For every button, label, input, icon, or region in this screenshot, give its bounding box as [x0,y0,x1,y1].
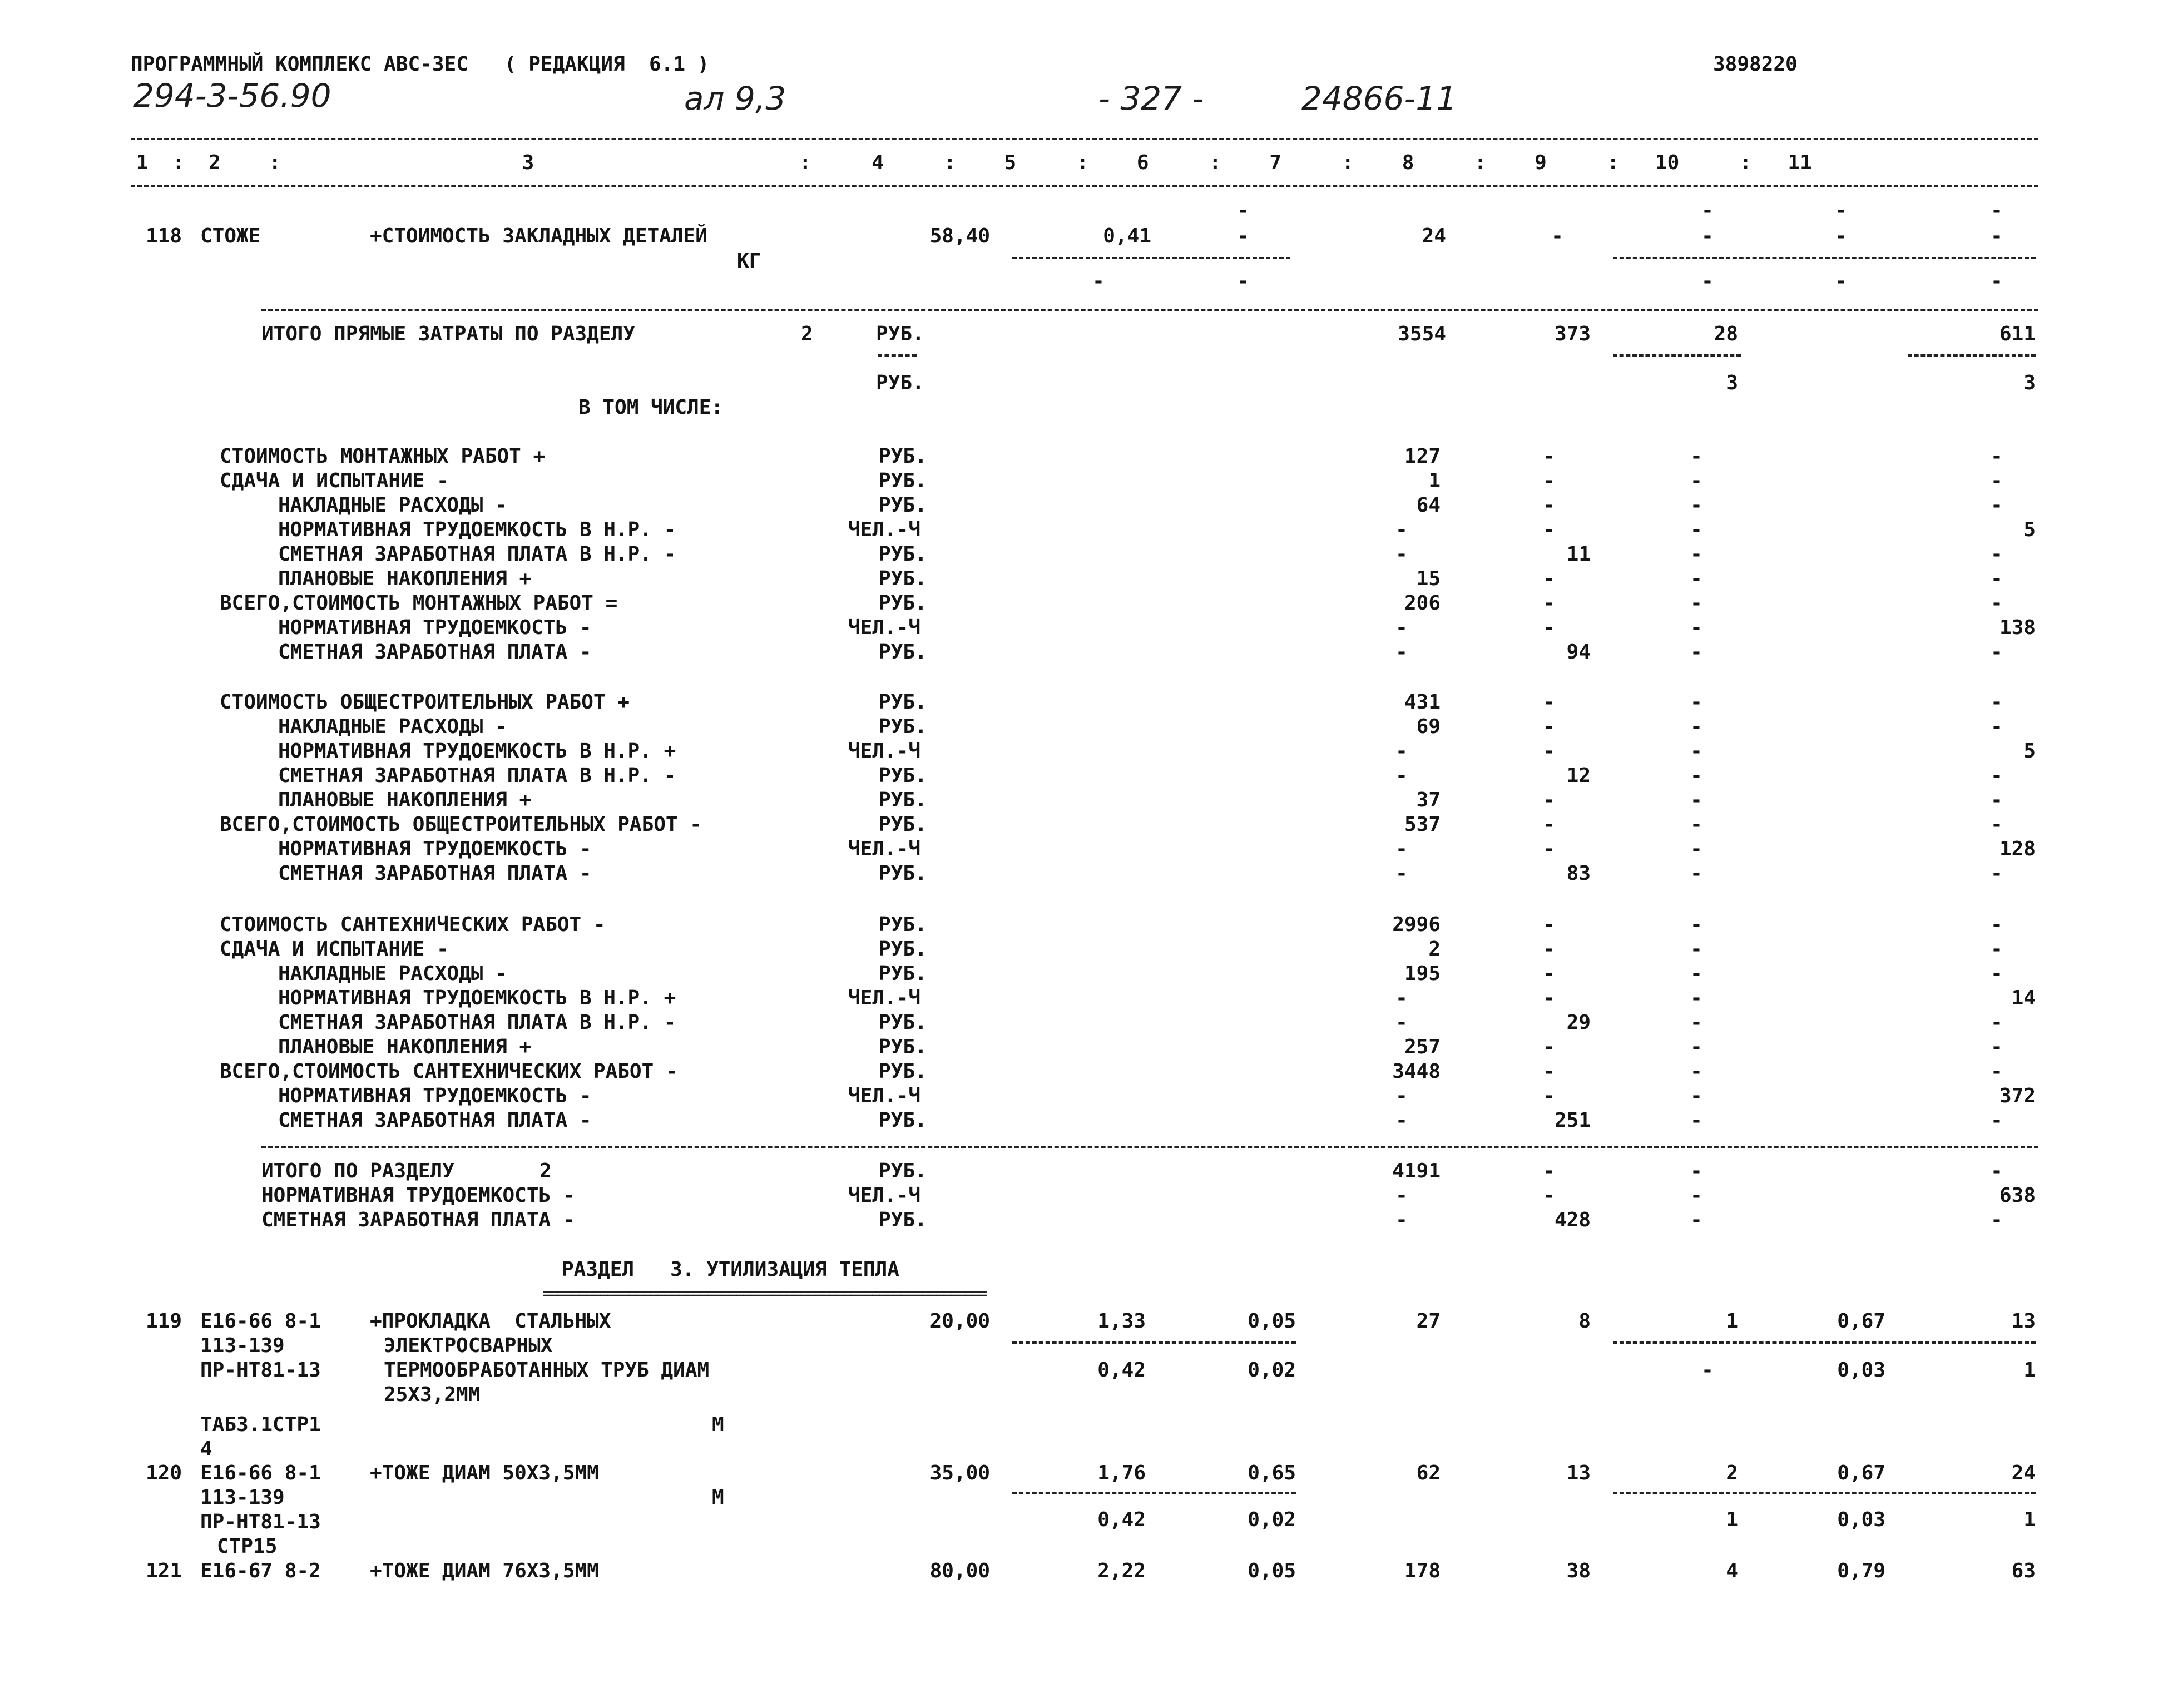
lbl-mount-labor-norm: НОРМАТИВНАЯ ТРУДОЕМКОСТЬ В Н.Р. - [278,518,676,541]
dash: - [1543,1085,1555,1107]
item-119-code5: 4 [200,1438,212,1461]
dash: - [1991,913,2003,936]
dash: - [1543,1060,1555,1083]
dash: - [1690,518,1702,541]
dash: - [1395,1085,1408,1107]
dash: - [1092,270,1105,293]
dash: - [1237,270,1249,293]
val: 11 [1566,543,1591,566]
dash: - [1690,789,1702,811]
unit: РУБ. [879,543,927,566]
dash: - [1395,641,1408,664]
val: 35,00 [929,1462,990,1484]
item-119-unit: М [712,1413,724,1436]
val: 2 [1726,1462,1738,1484]
val: 3448 [1392,1060,1441,1083]
val: 13 [2011,1310,2036,1333]
val: 257 [1404,1036,1441,1058]
val: 537 [1404,813,1441,836]
lbl-plumb-labor-norm: НОРМАТИВНАЯ ТРУДОЕМКОСТЬ В Н.Р. + [278,987,676,1009]
dash: - [1395,1109,1408,1132]
val: 178 [1404,1560,1441,1582]
unit: РУБ. [879,715,927,738]
dash: - [1543,567,1555,590]
dash: - [1395,1184,1408,1207]
dash: - [1690,740,1702,763]
item-119-code: Е16-66 8-1 [200,1310,321,1333]
unit: ЧЕЛ.-Ч [848,987,921,1009]
unit: РУБ. [879,764,927,787]
dash: - [1690,494,1702,517]
dash: - [1991,543,2003,566]
dash: - [1991,813,2003,836]
dash: - [1543,518,1555,541]
dash: - [1543,789,1555,811]
lbl-mount-handover: СДАЧА И ИСПЫТАНИЕ - [220,469,449,492]
val: 127 [1404,445,1441,468]
rule-top [131,138,2038,140]
item-120-code4: СТР15 [217,1535,278,1558]
direct-costs-col11-2: 3 [2023,372,2036,394]
split-rule [1613,354,1741,357]
dash: - [1690,469,1702,492]
unit: РУБ. [879,1160,927,1182]
val: 2 [1428,938,1441,961]
dash: - [1690,987,1702,1009]
dash: - [1543,469,1555,492]
dash: - [1690,813,1702,836]
item-118-unit: КГ [737,250,761,273]
dash: - [1690,838,1702,860]
dash: - [1690,1036,1702,1058]
dash: - [1991,1011,2003,1034]
lbl-mount-wage-norm: СМЕТНАЯ ЗАРАБОТНАЯ ПЛАТА В Н.Р. - [278,543,676,566]
split-rule [878,354,917,357]
dash: - [1991,1036,2003,1058]
dash: - [1835,199,1847,222]
val: 2996 [1392,913,1441,936]
split-rule [1613,1341,2036,1344]
dash: - [1690,641,1702,664]
lbl-plumb-cost: СТОИМОСТЬ САНТЕХНИЧЕСКИХ РАБОТ - [220,913,606,936]
lbl-general-cost: СТОИМОСТЬ ОБЩЕСТРОИТЕЛЬНЫХ РАБОТ + [220,691,630,714]
item-120-no: 120 [146,1462,182,1484]
split-rule [1613,1492,2036,1494]
direct-costs-col8: 373 [1554,323,1591,345]
split-rule [1012,257,1290,259]
rule-section-end [261,1146,2038,1148]
handwritten-series: 294-3-56.90 [133,77,331,115]
unit: РУБ. [879,913,927,936]
page-number: - 327 - [1098,80,1204,117]
val: 5 [2023,518,2036,541]
dash: - [1690,764,1702,787]
unit: РУБ. [879,813,927,836]
section-3-heading: РАЗДЕЛ 3. УТИЛИЗАЦИЯ ТЕПЛА [562,1258,899,1281]
dash: - [1543,938,1555,961]
dash: - [1690,1209,1702,1231]
dash: - [1991,1109,2003,1132]
dash: - [1395,1209,1408,1231]
item-118-col7: 24 [1422,225,1446,247]
lbl-plumb-wage: СМЕТНАЯ ЗАРАБОТНАЯ ПЛАТА - [278,1109,592,1132]
document-code: 3898220 [1713,53,1798,76]
dash: - [1543,962,1555,985]
dash: - [1991,469,2003,492]
dash: - [1991,764,2003,787]
program-header: ПРОГРАММНЫЙ КОМПЛЕКС АВС-3ЕС ( РЕДАКЦИЯ 6.1 ) [131,53,710,76]
unit: ЧЕЛ.-Ч [848,838,921,860]
lbl-general-wage-norm: СМЕТНАЯ ЗАРАБОТНАЯ ПЛАТА В Н.Р. - [278,764,676,787]
dash: - [1701,199,1714,222]
dash: - [1690,1011,1702,1034]
val: 1,76 [1097,1462,1146,1484]
lbl-plumb-total: ВСЕГО,СТОИМОСТЬ САНТЕХНИЧЕСКИХ РАБОТ - [220,1060,678,1083]
val: 1,33 [1097,1310,1146,1333]
direct-costs-col7: 3554 [1398,323,1446,345]
unit: РУБ. [879,1011,927,1034]
dash: - [1991,715,2003,738]
val: 128 [1999,838,2036,860]
val: 206 [1404,592,1441,615]
dash: - [1991,962,2003,985]
val: 0,42 [1097,1508,1146,1531]
val: 13 [1566,1462,1591,1484]
dash: - [1991,270,2003,293]
unit: РУБ. [879,469,927,492]
handwritten-album: ал 9,3 [684,80,786,117]
unit: РУБ. [879,962,927,985]
unit: ЧЕЛ.-Ч [848,518,921,541]
val: 29 [1566,1011,1591,1034]
dash: - [1543,913,1555,936]
item-119-name3: ТЕРМООБРАБОТАННЫХ ТРУБ ДИАМ [384,1359,710,1382]
direct-costs-unit-2: РУБ. [876,372,924,394]
dash: - [1395,838,1408,860]
dash: - [1690,445,1702,468]
dash: - [1991,494,2003,517]
section-3-underline: ============================================================== [542,1284,986,1303]
dash: - [1690,691,1702,714]
dash: - [1395,543,1408,566]
lbl-mount-cost: СТОИМОСТЬ МОНТАЖНЫХ РАБОТ + [220,445,546,468]
split-rule [1613,257,2036,259]
val: 0,67 [1837,1310,1885,1333]
val: 251 [1554,1109,1591,1132]
val: 15 [1416,567,1441,590]
rule-header-bottom [131,185,2038,187]
dash: - [1543,1036,1555,1058]
lbl-general-labor: НОРМАТИВНАЯ ТРУДОЕМКОСТЬ - [278,838,592,860]
dash: - [1543,592,1555,615]
val: 0,02 [1248,1359,1296,1382]
val: 1 [2023,1508,2036,1531]
dash: - [1991,445,2003,468]
val: 14 [2011,987,2036,1009]
section-total-labor: НОРМАТИВНАЯ ТРУДОЕМКОСТЬ - [261,1184,575,1207]
dash: - [1543,1184,1555,1207]
item-118-code: СТОЖЕ [200,225,261,247]
val: 4 [1726,1560,1738,1582]
val: 38 [1566,1560,1591,1582]
unit: РУБ. [879,1209,927,1231]
lbl-general-planned: ПЛАНОВЫЕ НАКОПЛЕНИЯ + [278,789,532,811]
val: 62 [1416,1462,1441,1484]
dash: - [1690,616,1702,639]
dash: - [1395,987,1408,1009]
dash: - [1991,592,2003,615]
val: 138 [1999,616,2036,639]
dash: - [1991,1209,2003,1231]
dash: - [1395,862,1408,885]
dash: - [1237,199,1249,222]
handwritten-doc-number: 24866-11 [1301,80,1457,117]
dash: - [1701,225,1714,247]
item-120-unit: М [712,1486,724,1509]
lbl-mount-total: ВСЕГО,СТОИМОСТЬ МОНТАЖНЫХ РАБОТ = [220,592,618,615]
unit: РУБ. [879,862,927,885]
unit: РУБ. [879,567,927,590]
val: 20,00 [929,1310,990,1333]
dash: - [1991,691,2003,714]
lbl-plumb-wage-norm: СМЕТНАЯ ЗАРАБОТНАЯ ПЛАТА В Н.Р. - [278,1011,676,1034]
dash: - [1690,1085,1702,1107]
val: 195 [1404,962,1441,985]
dash: - [1690,567,1702,590]
lbl-plumb-labor: НОРМАТИВНАЯ ТРУДОЕМКОСТЬ - [278,1085,592,1107]
dash: - [1991,199,2003,222]
item-119-code2: 113-139 [200,1334,285,1357]
lbl-general-labor-norm: НОРМАТИВНАЯ ТРУДОЕМКОСТЬ В Н.Р. + [278,740,676,763]
val: 0,03 [1837,1359,1885,1382]
lbl-general-total: ВСЕГО,СТОИМОСТЬ ОБЩЕСТРОИТЕЛЬНЫХ РАБОТ - [220,813,702,836]
unit: РУБ. [879,494,927,517]
lbl-general-wage: СМЕТНАЯ ЗАРАБОТНАЯ ПЛАТА - [278,862,592,885]
item-119-code3: ПР-НТ81-13 [200,1359,321,1382]
dash: - [1690,1060,1702,1083]
lbl-mount-labor: НОРМАТИВНАЯ ТРУДОЕМКОСТЬ - [278,616,592,639]
unit: РУБ. [879,691,927,714]
dash: - [1237,225,1249,247]
dash: - [1690,1184,1702,1207]
direct-costs-unit: РУБ. [876,323,924,345]
item-120-name: +ТОЖЕ ДИАМ 50Х3,5ММ [370,1462,599,1484]
unit: РУБ. [879,592,927,615]
section-total-wage: СМЕТНАЯ ЗАРАБОТНАЯ ПЛАТА - [261,1209,575,1231]
dash: - [1991,567,2003,590]
val: 0,79 [1837,1560,1885,1582]
item-119-name4: 25Х3,2ММ [384,1383,481,1406]
item-119-name2: ЭЛЕКТРОСВАРНЫХ [384,1334,553,1357]
val: 37 [1416,789,1441,811]
unit: ЧЕЛ.-Ч [848,616,921,639]
lbl-mount-wage: СМЕТНАЯ ЗАРАБОТНАЯ ПЛАТА - [278,641,592,664]
item-121-no: 121 [146,1560,182,1582]
val: 2,22 [1097,1560,1146,1582]
split-rule [1908,354,2036,357]
val: 1 [1428,469,1441,492]
split-rule [1012,1341,1296,1344]
dash: - [1543,715,1555,738]
dash: - [1690,592,1702,615]
val: 0,65 [1248,1462,1296,1484]
dash: - [1543,445,1555,468]
dash: - [1690,1160,1702,1182]
dash: - [1690,543,1702,566]
unit: ЧЕЛ.-Ч [848,1184,921,1207]
including-label: В ТОМ ЧИСЛЕ: [578,396,724,419]
val: 12 [1566,764,1591,787]
dash: - [1543,691,1555,714]
split-rule [1012,1492,1296,1494]
lbl-mount-planned: ПЛАНОВЫЕ НАКОПЛЕНИЯ + [278,567,532,590]
lbl-general-overhead: НАКЛАДНЫЕ РАСХОДЫ - [278,715,507,738]
val: 0,03 [1837,1508,1885,1531]
section-total-label: ИТОГО ПО РАЗДЕЛУ [261,1160,454,1182]
val: 8 [1578,1310,1591,1333]
dash: - [1395,616,1408,639]
dash: - [1701,270,1714,293]
dash: - [1395,518,1408,541]
val: 94 [1566,641,1591,664]
section-total-num: 2 [539,1160,552,1182]
item-121-code: Е16-67 8-2 [200,1560,321,1582]
lbl-plumb-handover: СДАЧА И ИСПЫТАНИЕ - [220,938,449,961]
unit: РУБ. [879,641,927,664]
dash: - [1991,225,2003,247]
dash: - [1690,938,1702,961]
lbl-plumb-overhead: НАКЛАДНЫЕ РАСХОДЫ - [278,962,507,985]
item-120-code: Е16-66 8-1 [200,1462,321,1484]
unit: РУБ. [879,938,927,961]
val: 63 [2011,1560,2036,1582]
lbl-plumb-planned: ПЛАНОВЫЕ НАКОПЛЕНИЯ + [278,1036,532,1058]
item-119-code4: ТАБ3.1СТР1 [200,1413,321,1436]
dash: - [1551,225,1563,247]
direct-costs-col11: 611 [1999,323,2036,345]
dash: - [1835,225,1847,247]
unit: РУБ. [879,1036,927,1058]
dash: - [1543,494,1555,517]
unit: РУБ. [879,789,927,811]
dash: - [1991,789,2003,811]
dash: - [1690,1109,1702,1132]
val: 1 [1726,1508,1738,1531]
item-118-col4: 58,40 [929,225,990,247]
column-numbers: 1 : 2 : 3 : 4 : 5 : 6 : 7 : 8 : 9 : 10 : 11 [136,151,1812,174]
dash: - [1395,740,1408,763]
unit: РУБ. [879,1109,927,1132]
lbl-mount-overhead: НАКЛАДНЫЕ РАСХОДЫ - [278,494,507,517]
val: 83 [1566,862,1591,885]
val: 64 [1416,494,1441,517]
item-118-col5: 0,41 [1103,225,1151,247]
val: 1 [1726,1310,1738,1333]
dash: - [1543,813,1555,836]
item-120-code2: 113-139 [200,1486,285,1509]
item-119-no: 119 [146,1310,182,1333]
unit: РУБ. [879,445,927,468]
val: 0,05 [1248,1310,1296,1333]
dash: - [1543,740,1555,763]
dash: - [1991,1060,2003,1083]
dash: - [1991,641,2003,664]
item-118-no: 118 [146,225,182,247]
dash: - [1395,1011,1408,1034]
dash: - [1835,270,1847,293]
dash: - [1690,862,1702,885]
dash: - [1543,987,1555,1009]
dash: - [1543,838,1555,860]
val: 0,02 [1248,1508,1296,1531]
val: 27 [1416,1310,1441,1333]
val: 428 [1554,1209,1591,1231]
direct-costs-section: 2 [801,323,813,345]
val: 0,67 [1837,1462,1885,1484]
val: 638 [1999,1184,2036,1207]
dash: - [1543,1160,1555,1182]
val: 0,05 [1248,1560,1296,1582]
val: 4191 [1392,1160,1441,1182]
unit: ЧЕЛ.-Ч [848,740,921,763]
val: 80,00 [929,1560,990,1582]
val: 431 [1404,691,1441,714]
unit: РУБ. [879,1060,927,1083]
val: 372 [1999,1085,2036,1107]
unit: ЧЕЛ.-Ч [848,1085,921,1107]
dash: - [1543,616,1555,639]
item-121-name: +ТОЖЕ ДИАМ 76Х3,5ММ [370,1560,599,1582]
item-118-name: +СТОИМОСТЬ ЗАКЛАДНЫХ ДЕТАЛЕЙ [370,225,707,247]
dash: - [1991,1160,2003,1182]
val: 5 [2023,740,2036,763]
item-119-name: +ПРОКЛАДКА СТАЛЬНЫХ [370,1310,611,1333]
dash: - [1395,764,1408,787]
dash: - [1991,938,2003,961]
direct-costs-label: ИТОГО ПРЯМЫЕ ЗАТРАТЫ ПО РАЗДЕЛУ [261,323,635,345]
direct-costs-col9-2: 3 [1726,372,1738,394]
dash: - [1991,862,2003,885]
dash: - [1701,1359,1714,1382]
val: 69 [1416,715,1441,738]
val: 0,42 [1097,1359,1146,1382]
rule-section-total [261,309,2038,311]
direct-costs-col9: 28 [1714,323,1738,345]
val: 1 [2023,1359,2036,1382]
item-120-code3: ПР-НТ81-13 [200,1511,321,1533]
dash: - [1690,715,1702,738]
val: 24 [2011,1462,2036,1484]
dash: - [1690,913,1702,936]
dash: - [1690,962,1702,985]
